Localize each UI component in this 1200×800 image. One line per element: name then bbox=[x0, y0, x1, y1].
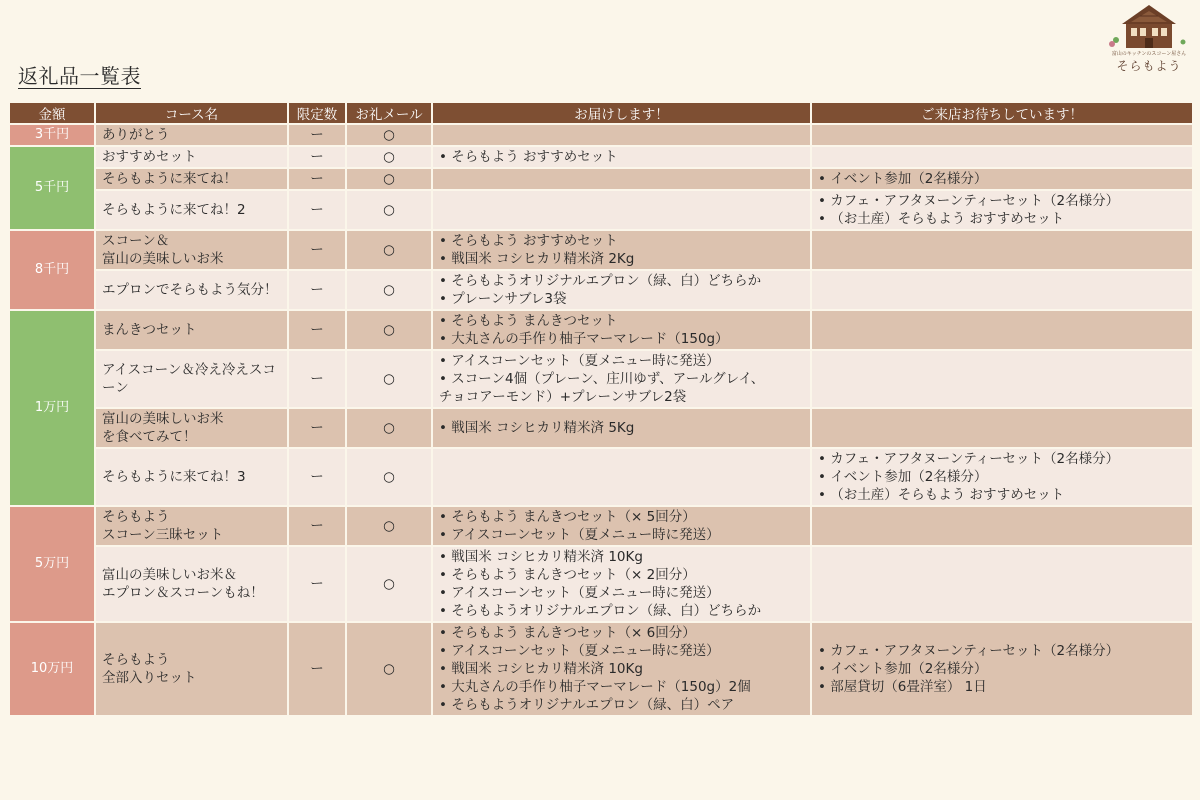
limit-cell: ー bbox=[289, 147, 345, 167]
thank-you-mail-cell: ○ bbox=[347, 271, 431, 309]
header-course: コース名 bbox=[96, 103, 287, 123]
visit-items-cell bbox=[812, 125, 1192, 145]
delivery-items-cell bbox=[433, 231, 810, 269]
delivery-items-cell bbox=[433, 623, 810, 715]
table-row bbox=[10, 147, 1192, 167]
house-logo-icon bbox=[1100, 2, 1198, 52]
header-visit: ご来店お待ちしています！ bbox=[812, 103, 1192, 123]
limit-cell: ー bbox=[289, 547, 345, 621]
limit-cell: ー bbox=[289, 169, 345, 189]
list-item: • アイスコーンセット（夏メニュー時に発送） bbox=[439, 642, 804, 660]
page-title: 返礼品一覧表 bbox=[18, 64, 141, 88]
visit-items-cell bbox=[812, 231, 1192, 269]
list-item: • アイスコーンセット（夏メニュー時に発送） bbox=[439, 352, 804, 370]
delivery-items-cell bbox=[433, 351, 810, 407]
visit-items-cell bbox=[812, 351, 1192, 407]
thank-you-mail-cell: ○ bbox=[347, 623, 431, 715]
course-name-line: そらもように来てね！ bbox=[102, 171, 237, 187]
list-item: • そらもよう おすすめセット bbox=[439, 148, 804, 166]
header-deliver: お届けします！ bbox=[433, 103, 810, 123]
course-name-cell bbox=[96, 311, 287, 349]
thank-you-mail-cell: ○ bbox=[347, 169, 431, 189]
course-name-line: おすすめセット bbox=[102, 149, 197, 165]
limit-cell: ー bbox=[289, 507, 345, 545]
table-row bbox=[10, 623, 1192, 715]
list-item: チョコアーモンド）+プレーンサブレ2袋 bbox=[439, 389, 687, 405]
list-item: • そらもよう まんきつセット（× 5回分） bbox=[439, 508, 804, 526]
course-name-line: ありがとう bbox=[102, 127, 170, 143]
visit-items-cell bbox=[812, 507, 1192, 545]
list-item: • 戦国米 コシヒカリ精米済 2Kg bbox=[439, 250, 804, 268]
list-item: • カフェ・アフタヌーンティーセット（2名様分） bbox=[818, 450, 1186, 468]
amount-cell: 5千円 bbox=[10, 147, 94, 229]
table-header-row bbox=[10, 103, 1192, 123]
delivery-items-cell bbox=[433, 271, 810, 309]
course-name-cell bbox=[96, 271, 287, 309]
table-row bbox=[10, 409, 1192, 447]
table-row bbox=[10, 191, 1192, 229]
limit-cell: ー bbox=[289, 409, 345, 447]
thank-you-mail-cell: ○ bbox=[347, 507, 431, 545]
logo bbox=[1100, 2, 1198, 74]
list-item: • 大丸さんの手作り柚子マーマレード（150g）2個 bbox=[439, 678, 804, 696]
visit-items-cell bbox=[812, 169, 1192, 189]
course-name-line: そらもように来てね！3 bbox=[102, 469, 246, 485]
table-row bbox=[10, 507, 1192, 545]
table-row bbox=[10, 547, 1192, 621]
table-row bbox=[10, 449, 1192, 505]
thank-you-mail-cell: ○ bbox=[347, 311, 431, 349]
delivery-items-cell bbox=[433, 125, 810, 145]
list-item: • カフェ・アフタヌーンティーセット（2名様分） bbox=[818, 192, 1186, 210]
course-name-cell bbox=[96, 147, 287, 167]
table-row bbox=[10, 351, 1192, 407]
list-item: • そらもよう まんきつセット（× 6回分） bbox=[439, 624, 804, 642]
course-name-line: 富山の美味しいお米 bbox=[102, 411, 224, 427]
list-item: • 戦国米 コシヒカリ精米済 5Kg bbox=[439, 419, 804, 437]
limit-cell: ー bbox=[289, 271, 345, 309]
course-name-line: 富山の美味しいお米＆ bbox=[102, 567, 237, 583]
course-name-line: そらもよう bbox=[102, 509, 170, 525]
course-name-line: そらもように来てね！2 bbox=[102, 202, 246, 218]
delivery-items-cell bbox=[433, 409, 810, 447]
thank-you-mail-cell: ○ bbox=[347, 125, 431, 145]
limit-cell: ー bbox=[289, 125, 345, 145]
course-name-line: スコーン＆ bbox=[102, 233, 170, 249]
delivery-items-cell bbox=[433, 169, 810, 189]
amount-cell: 10万円 bbox=[10, 623, 94, 715]
delivery-items-cell bbox=[433, 449, 810, 505]
course-name-cell bbox=[96, 507, 287, 545]
course-name-cell bbox=[96, 231, 287, 269]
list-item: • プレーンサブレ3袋 bbox=[439, 290, 804, 308]
course-name-line: そらもよう bbox=[102, 652, 170, 668]
thank-you-mail-cell: ○ bbox=[347, 351, 431, 407]
thank-you-mail-cell: ○ bbox=[347, 191, 431, 229]
list-item: • 戦国米 コシヒカリ精米済 10Kg bbox=[439, 548, 804, 566]
amount-cell: 1万円 bbox=[10, 311, 94, 505]
course-name-cell bbox=[96, 547, 287, 621]
list-item: • そらもよう まんきつセット bbox=[439, 312, 804, 330]
course-name-line: 全部入りセット bbox=[102, 670, 197, 686]
gift-table bbox=[8, 101, 1194, 717]
list-item: • そらもよう おすすめセット bbox=[439, 232, 804, 250]
delivery-items-cell bbox=[433, 191, 810, 229]
list-item: • そらもようオリジナルエプロン（緑、白）ペア bbox=[439, 696, 804, 714]
course-name-cell bbox=[96, 125, 287, 145]
limit-cell: ー bbox=[289, 311, 345, 349]
delivery-items-cell bbox=[433, 547, 810, 621]
list-item: • アイスコーンセット（夏メニュー時に発送） bbox=[439, 526, 804, 544]
course-name-line: エプロン＆スコーンもね！ bbox=[102, 585, 264, 601]
table-row bbox=[10, 271, 1192, 309]
delivery-items-cell bbox=[433, 311, 810, 349]
list-item: • イベント参加（2名様分） bbox=[818, 170, 1186, 188]
course-name-cell bbox=[96, 623, 287, 715]
course-name-line: エプロンでそらもよう気分！ bbox=[102, 282, 278, 298]
course-name-line: を食べてみて！ bbox=[102, 429, 197, 445]
list-item: • スコーン4個（プレーン、庄川ゆず、アールグレイ、 bbox=[439, 370, 804, 388]
amount-cell: 8千円 bbox=[10, 231, 94, 309]
list-item: • （お土産）そらもよう おすすめセット bbox=[818, 210, 1186, 228]
delivery-items-cell bbox=[433, 507, 810, 545]
list-item: • カフェ・アフタヌーンティーセット（2名様分） bbox=[818, 642, 1186, 660]
course-name-line: 富山の美味しいお米 bbox=[102, 251, 224, 267]
visit-items-cell bbox=[812, 623, 1192, 715]
list-item: • そらもよう まんきつセット（× 2回分） bbox=[439, 566, 804, 584]
table-row bbox=[10, 125, 1192, 145]
table-row bbox=[10, 231, 1192, 269]
list-item: • 部屋貸切（6畳洋室） 1日 bbox=[818, 678, 1186, 696]
logo-name: そらもよう bbox=[1116, 59, 1182, 73]
course-name-cell bbox=[96, 409, 287, 447]
limit-cell: ー bbox=[289, 231, 345, 269]
thank-you-mail-cell: ○ bbox=[347, 231, 431, 269]
visit-items-cell bbox=[812, 191, 1192, 229]
header-amount: 金額 bbox=[10, 103, 94, 123]
thank-you-mail-cell: ○ bbox=[347, 547, 431, 621]
thank-you-mail-cell: ○ bbox=[347, 409, 431, 447]
limit-cell: ー bbox=[289, 623, 345, 715]
course-name-cell bbox=[96, 191, 287, 229]
course-name-line: まんきつセット bbox=[102, 322, 197, 338]
visit-items-cell bbox=[812, 409, 1192, 447]
course-name-cell bbox=[96, 449, 287, 505]
limit-cell: ー bbox=[289, 449, 345, 505]
list-item: • イベント参加（2名様分） bbox=[818, 468, 1186, 486]
visit-items-cell bbox=[812, 311, 1192, 349]
amount-cell: 3千円 bbox=[10, 125, 94, 145]
thank-you-mail-cell: ○ bbox=[347, 449, 431, 505]
list-item: • 大丸さんの手作り柚子マーマレード（150g） bbox=[439, 330, 804, 348]
thank-you-mail-cell: ○ bbox=[347, 147, 431, 167]
header-limit: 限定数 bbox=[289, 103, 345, 123]
course-name-cell bbox=[96, 351, 287, 407]
list-item: • そらもようオリジナルエプロン（緑、白）どちらか bbox=[439, 272, 804, 290]
table-body bbox=[10, 125, 1192, 715]
logo-subtitle: 富山のキッチンのスコーン屋さん bbox=[1111, 51, 1187, 57]
header-mail: お礼メール bbox=[347, 103, 431, 123]
list-item: • アイスコーンセット（夏メニュー時に発送） bbox=[439, 584, 804, 602]
course-name-line: スコーン三昧セット bbox=[102, 527, 224, 543]
course-name-line: アイスコーン＆冷え冷えスコーン bbox=[102, 362, 276, 396]
visit-items-cell bbox=[812, 449, 1192, 505]
list-item: • イベント参加（2名様分） bbox=[818, 660, 1186, 678]
delivery-items-cell bbox=[433, 147, 810, 167]
table-row bbox=[10, 311, 1192, 349]
list-item: • そらもようオリジナルエプロン（緑、白）どちらか bbox=[439, 602, 804, 620]
table-row bbox=[10, 169, 1192, 189]
visit-items-cell bbox=[812, 547, 1192, 621]
limit-cell: ー bbox=[289, 351, 345, 407]
list-item: • （お土産）そらもよう おすすめセット bbox=[818, 486, 1186, 504]
visit-items-cell bbox=[812, 147, 1192, 167]
visit-items-cell bbox=[812, 271, 1192, 309]
amount-cell: 5万円 bbox=[10, 507, 94, 621]
list-item: • 戦国米 コシヒカリ精米済 10Kg bbox=[439, 660, 804, 678]
limit-cell: ー bbox=[289, 191, 345, 229]
course-name-cell bbox=[96, 169, 287, 189]
